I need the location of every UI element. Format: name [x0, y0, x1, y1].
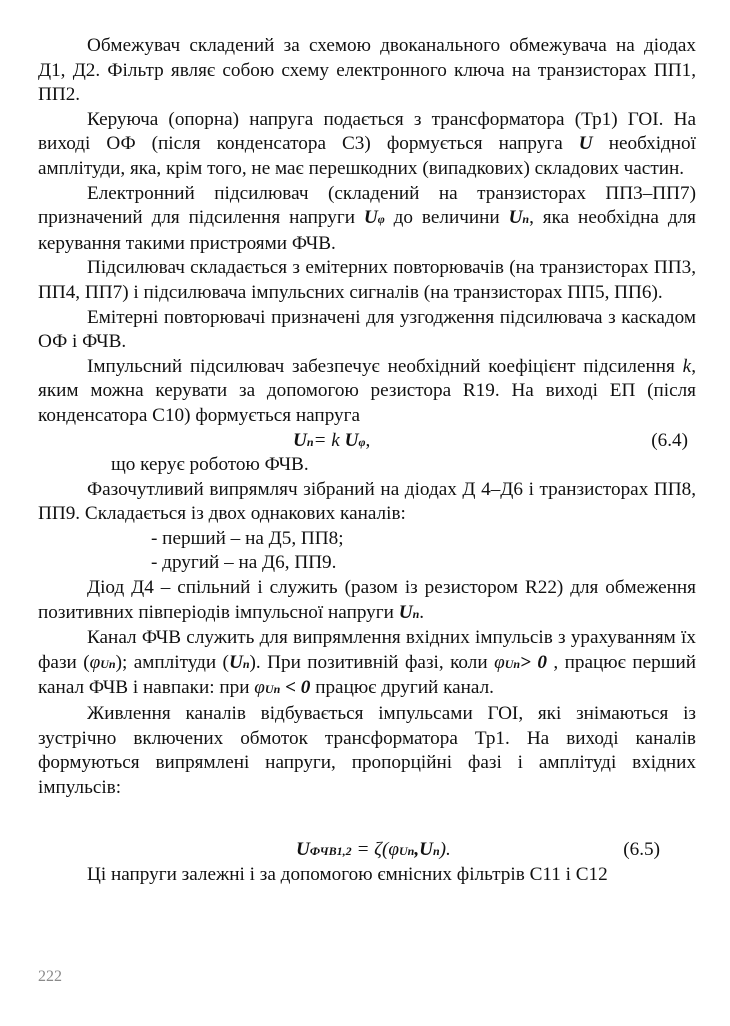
- paragraph-amplifier-composition: Підсилювач складається з емітерних повторювачів (на транзисторах ПП3, ПП4, ПП7) і підсилювача імпульсних сигналів (на транзисторах ПП5, ПП6).: [38, 257, 696, 303]
- symbol-phi: φ: [89, 651, 101, 673]
- symbol-u-n: U: [228, 651, 243, 673]
- formula-tail: ).: [439, 839, 451, 861]
- subscript-un: Uп: [100, 656, 116, 671]
- formula-6-4: [38, 429, 696, 454]
- text: , працює перший канал ФЧВ і навпаки: при: [38, 651, 697, 699]
- paragraph-phase-rectifier: Фазочутливий випрямляч зібраний на діодах Д 4–Д6 і транзисторах ПП8, ПП9. Складається із двох однакових каналів:: [38, 478, 696, 525]
- text: , яким можна керувати за допомогою резистора R19. На виході ЕП (після конденсатора С10) формується напруга: [38, 355, 696, 426]
- symbol-k: k: [682, 355, 692, 377]
- text: Діод Д4 – спільний і служить (разом із резистором R22) для обмеження позитивних півперіодів імпульсної напруги: [38, 577, 696, 623]
- subscript-n: п: [522, 212, 530, 227]
- symbol-u-n: U: [419, 839, 433, 861]
- inequality-negative: < 0: [280, 677, 311, 699]
- text: працює другий канал.: [310, 677, 494, 699]
- paragraph-electronic-amplifier: [38, 182, 696, 257]
- text: до величини: [384, 207, 509, 229]
- symbol-phi: φ: [254, 677, 265, 699]
- formula-6-4-body: [293, 429, 370, 455]
- text: .: [419, 601, 425, 623]
- page-number: 222: [38, 968, 62, 985]
- paragraph-fchv-channel: [38, 626, 696, 702]
- text: ); амплітуди (: [115, 651, 229, 673]
- formula-tail: ,: [365, 429, 371, 451]
- symbol-phi: φ: [494, 651, 505, 673]
- paragraph-emitter-followers: Емітерні повторювачі призначені для узгодження підсилювача з каскадом ОФ і ФЧВ.: [38, 306, 696, 353]
- subscript-phi: φ: [358, 434, 366, 449]
- subscript-fchv: ФЧВ1,2: [309, 844, 352, 859]
- list-item-first-channel: - перший – на Д5, ПП8;: [151, 527, 344, 549]
- subscript-n: п: [432, 844, 440, 859]
- formula-6-5-body: [296, 838, 451, 864]
- formula-6-5: [38, 838, 696, 863]
- equation-number: (6.4): [651, 429, 688, 451]
- paragraph-pulse-amplifier: [38, 355, 696, 429]
- subscript-phi: φ: [377, 212, 385, 227]
- text: необхідної амплітуди, яка, крім того, не має перешкодних (випадкових) складових частин.: [38, 133, 696, 179]
- subscript-un: Uп: [504, 656, 521, 671]
- formula-operator: = ζ(: [351, 839, 389, 861]
- subscript-un: Uп: [264, 682, 281, 697]
- subscript-n: п: [306, 434, 314, 449]
- equation-number: (6.5): [623, 839, 660, 861]
- symbol-u-phi: U: [363, 207, 378, 229]
- symbol-phi: φ: [388, 839, 399, 861]
- symbol-u-n: U: [508, 207, 523, 229]
- paragraph-limiter: Обмежувач складений за схемою двоканального обмежувача на діодах Д1, Д2. Фільтр являє собою схему електронного ключа на транзисторах ПП1, ПП2.: [38, 35, 696, 106]
- paragraph-filters: Ці напруги залежні і за допомогою ємнісних фільтрів С11 і С12: [87, 864, 608, 885]
- text: Електронний підсилювач (складений на транзисторах ПП3–ПП7) призначений для підсилення напруги: [38, 182, 696, 229]
- paragraph-channel-power: Живлення каналів відбувається імпульсами ГОІ, які знімаються із зустрічно включених обмоток трансформатора Тр1. На виході каналів формуються випрямлені напруги, пропорційні фазі і амплітуді вхідних імпульсів:: [38, 703, 696, 798]
- formula-comma: ,: [414, 839, 420, 861]
- text: , яка необхідна для керування такими пристроями ФЧВ.: [38, 207, 696, 254]
- subscript-un: Uп: [398, 844, 415, 859]
- subscript-n: п: [412, 606, 420, 621]
- document-page: [38, 34, 696, 888]
- symbol-u-n: U: [398, 601, 413, 623]
- paragraph-control-voltage: [38, 108, 696, 182]
- spacer: [38, 800, 696, 838]
- symbol-u: U: [578, 133, 593, 155]
- text: Канал ФЧВ служить для випрямлення вхідних імпульсів з урахуванням їх фази (: [38, 627, 696, 673]
- symbol-u-phi: U: [344, 429, 359, 451]
- text: Імпульсний підсилювач забезпечує необхідний коефіцієнт підсилення: [87, 355, 683, 377]
- symbol-u-n: U: [293, 429, 307, 451]
- symbol-u-fchv: U: [296, 839, 310, 861]
- text: ). При позитивній фазі, коли: [249, 651, 495, 673]
- inequality-positive: > 0: [520, 651, 547, 673]
- paragraph-diode-d4: [38, 576, 696, 626]
- list-item-second-channel: - другий – на Д6, ПП9.: [151, 552, 337, 574]
- formula-operator: = k: [313, 429, 345, 451]
- paragraph-controls-fchv: що керує роботою ФЧВ.: [111, 454, 309, 476]
- text: Керуюча (опорна) напруга подається з трансформатора (Тр1) ГОІ. На виході ОФ (після конденсатора С3) формується напруга: [38, 108, 696, 155]
- subscript-n: п: [242, 656, 250, 671]
